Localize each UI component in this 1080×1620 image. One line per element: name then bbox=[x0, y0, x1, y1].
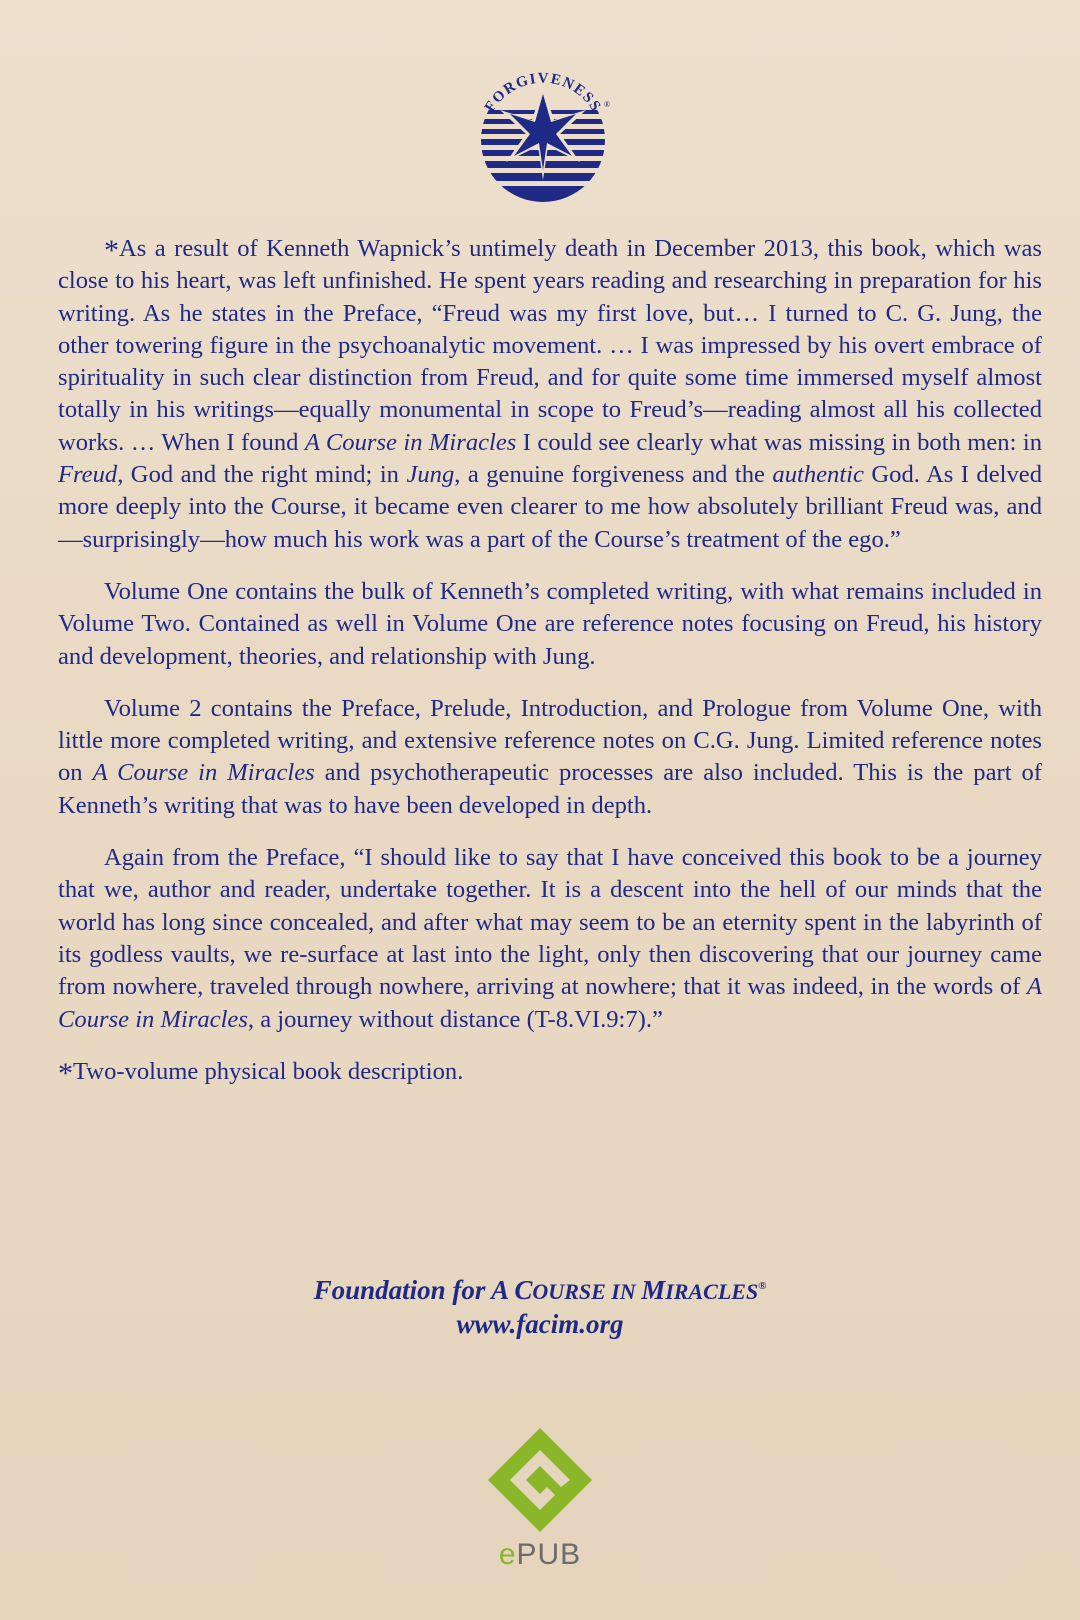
publisher-name: Foundation for A COURSE IN MIRACLES® bbox=[313, 1275, 767, 1305]
svg-text:®: ® bbox=[604, 100, 611, 109]
asterisk-marker: * bbox=[104, 234, 119, 267]
logo-arc-text: FORGIVENESS bbox=[481, 70, 605, 116]
epub-label: ePUB bbox=[498, 1538, 582, 1571]
forgiveness-logo bbox=[468, 52, 618, 202]
publisher-footer bbox=[0, 1270, 1080, 1341]
paragraph-3: Volume 2 contains the Preface, Prelude, Introduction, and Prologue from Volume One, with little more completed writing, and extensive reference notes on C.G. Jung. Limited reference notes on A Course in Miracles and psychotherapeutic processes are also included. This is the part of Kenneth’s writing that was to have been developed in depth. bbox=[58, 694, 1042, 819]
epub-icon bbox=[485, 1425, 595, 1535]
paragraph-4: Again from the Preface, “I should like to say that I have conceived this book to be a journey that we, author and reader, undertake together. It is a descent into the hell of our minds that the world has long since concealed, and after what may seem to be an eternity spent in the labyrinth of its godless vaults, we re-surface at last into the light, only then discovering that our journey came from nowhere, traveled through nowhere, arriving at nowhere; that it was indeed, in the words of A Course in Miracles, a journey without distance (T-8.VI.9:7).” bbox=[58, 844, 1042, 1033]
description-body bbox=[58, 233, 1042, 1108]
paragraph-1: *As a result of Kenneth Wapnick’s untimely death in December 2013, this book, which was close to his heart, was left unfinished. He spent years reading and researching in preparation for his writing. As he states in the Preface, “Freud was my first love, but… I turned to C. G. Jung, the other towering figure in the psychoanalytic movement. … I was impressed by his overt embrace of spirituality in such clear distinction from Freud, and for quite some time immersed myself almost totally in his writings—equally monumental in scope to Freud’s—reading almost all his collected works. … When I found A Course in Miracles I could see clearly what was missing in both men: in Freud, God and the right mind; in Jung, a genuine forgiveness and the authentic God. As I delved more deeply into the Course, it became even clearer to me how absolutely brilliant Freud was, and—surprisingly—how much his work was a part of the Course’s treatment of the ego.” bbox=[58, 234, 1042, 553]
asterisk-marker: * bbox=[58, 1056, 73, 1090]
paragraph-2: Volume One contains the bulk of Kenneth’s completed writing, with what remains included in Volume Two. Contained as well in Volume One are reference notes focusing on Freud, his history and development, theories, and relationship with Jung. bbox=[58, 577, 1042, 670]
publisher-url[interactable]: www.facim.org bbox=[456, 1309, 624, 1339]
footnote: *Two-volume physical book description. bbox=[58, 1056, 464, 1090]
